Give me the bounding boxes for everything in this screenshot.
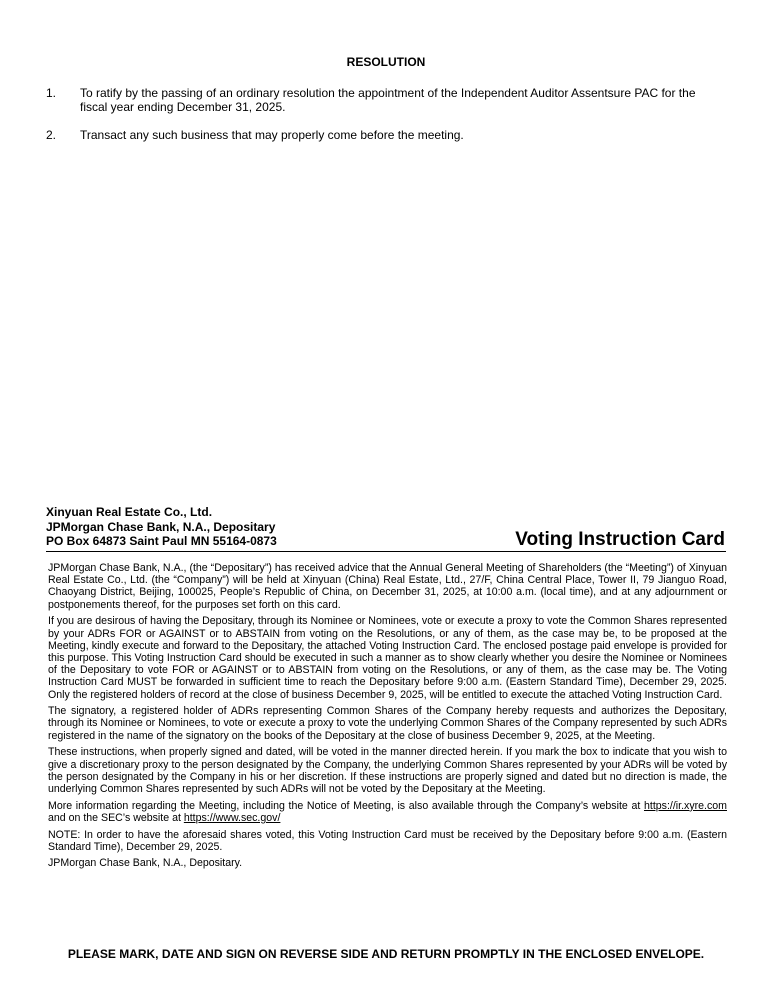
paragraph-signatory: The signatory, a registered holder of ADRs representing Common Shares of the Company hereby requests and authorizes the Depositary, through its Nominee or Nominees, to vote or execute a proxy to vote the underlying Common Shares of the Company represented by such ADRs registered in the name of the signatory on the books of the Depositary at the close of business December 9, 2025, at the Meeting.	[48, 705, 727, 742]
resolution-number: 2.	[46, 128, 57, 142]
more-info-text-start: More information regarding the Meeting, including the Notice of Meeting, is also available through the Company’s website at	[48, 799, 644, 812]
sender-company: Xinyuan Real Estate Co., Ltd.	[46, 505, 213, 519]
paragraph-more-information	[48, 800, 727, 824]
more-info-text-middle: and on the SEC’s website at	[48, 811, 184, 824]
paragraph-meeting-notice: JPMorgan Chase Bank, N.A., (the “Depositary”) has received advice that the Annual General Meeting of Shareholders (the “Meeting”) of Xinyuan Real Estate Co., Ltd. (the “Company”) will be held at Xinyuan (China) Real Estate, Ltd., 27/F, China Central Place, Tower II, 79 Jianguo Road, Chaoyang District, Beijing, 100025, People’s Republic of China, on December 31, 2025, at 10:00 a.m. (local time), and at any adjournment or postponements thereof, for the purposes set forth on this card.	[48, 562, 727, 611]
sender-address-block	[46, 505, 277, 549]
resolution-heading: RESOLUTION	[346, 55, 426, 69]
paragraph-discretionary-proxy: These instructions, when properly signed and dated, will be voted in the manner directed herein. If you mark the box to indicate that you wish to give a discretionary proxy to the person designated by the Company, the underlying Common Shares represented by your ADRs will be voted by the person designated by the Company in his or her discretion. If these instructions are properly signed and dated but no direction is made, the underlying Common Shares represented by such ADRs will not be voted by the Depositary at the Meeting.	[48, 746, 727, 795]
sender-depositary: JPMorgan Chase Bank, N.A., Depositary	[46, 519, 276, 534]
footer-instruction: PLEASE MARK, DATE AND SIGN ON REVERSE SIDE AND RETURN PROMPTLY IN THE ENCLOSED ENVELOPE.	[67, 947, 705, 961]
paragraph-note: NOTE: In order to have the aforesaid shares voted, this Voting Instruction Card must be received by the Depositary before 9:00 a.m. (Eastern Standard Time), December 29, 2025.	[48, 828, 727, 853]
resolution-text: To ratify by the passing of an ordinary resolution the appointment of the Independent Auditor Assentsure PAC for the fiscal year ending December 31, 2025.	[80, 86, 696, 114]
paragraph-voting-instructions: If you are desirous of having the Depositary, through its Nominee or Nominees, vote or execute a proxy to vote the Common Shares represented by your ADRs FOR or AGAINST or to ABSTAIN from voting on the Resolutions, or any of them, as the case may be, to be proposed at the Meeting, kindly execute and forward to the Depositary, the attached Voting Instruction Card. The enclosed postage paid envelope is provided for this purpose. This Voting Instruction Card should be executed in such a manner as to show clearly whether you desire the Nominee or Nominees of the Depositary to vote FOR or AGAINST or to ABSTAIN from voting on the Resolutions, or any of them, as the case may be. The Voting Instruction Card MUST be forwarded in sufficient time to reach the Depositary before 9:00 a.m. (Eastern Standard Time), December 29, 2025. Only the registered holders of record at the close of business December 9, 2025, will be entitled to execute the attached Voting Instruction Card.	[48, 615, 727, 701]
company-website-link[interactable]: https://ir.xyre.com	[643, 799, 727, 812]
sec-website-link[interactable]: https://www.sec.gov/	[183, 811, 281, 824]
card-title: Voting Instruction Card	[515, 529, 725, 550]
card-body	[48, 562, 727, 874]
sender-po-box: PO Box 64873 Saint Paul MN 55164-0873	[46, 534, 277, 548]
resolution-number: 1.	[46, 86, 57, 100]
paragraph-signoff: JPMorgan Chase Bank, N.A., Depositary.	[48, 857, 243, 870]
divider	[46, 551, 726, 552]
resolution-text: Transact any such business that may properly come before the meeting.	[80, 128, 464, 142]
